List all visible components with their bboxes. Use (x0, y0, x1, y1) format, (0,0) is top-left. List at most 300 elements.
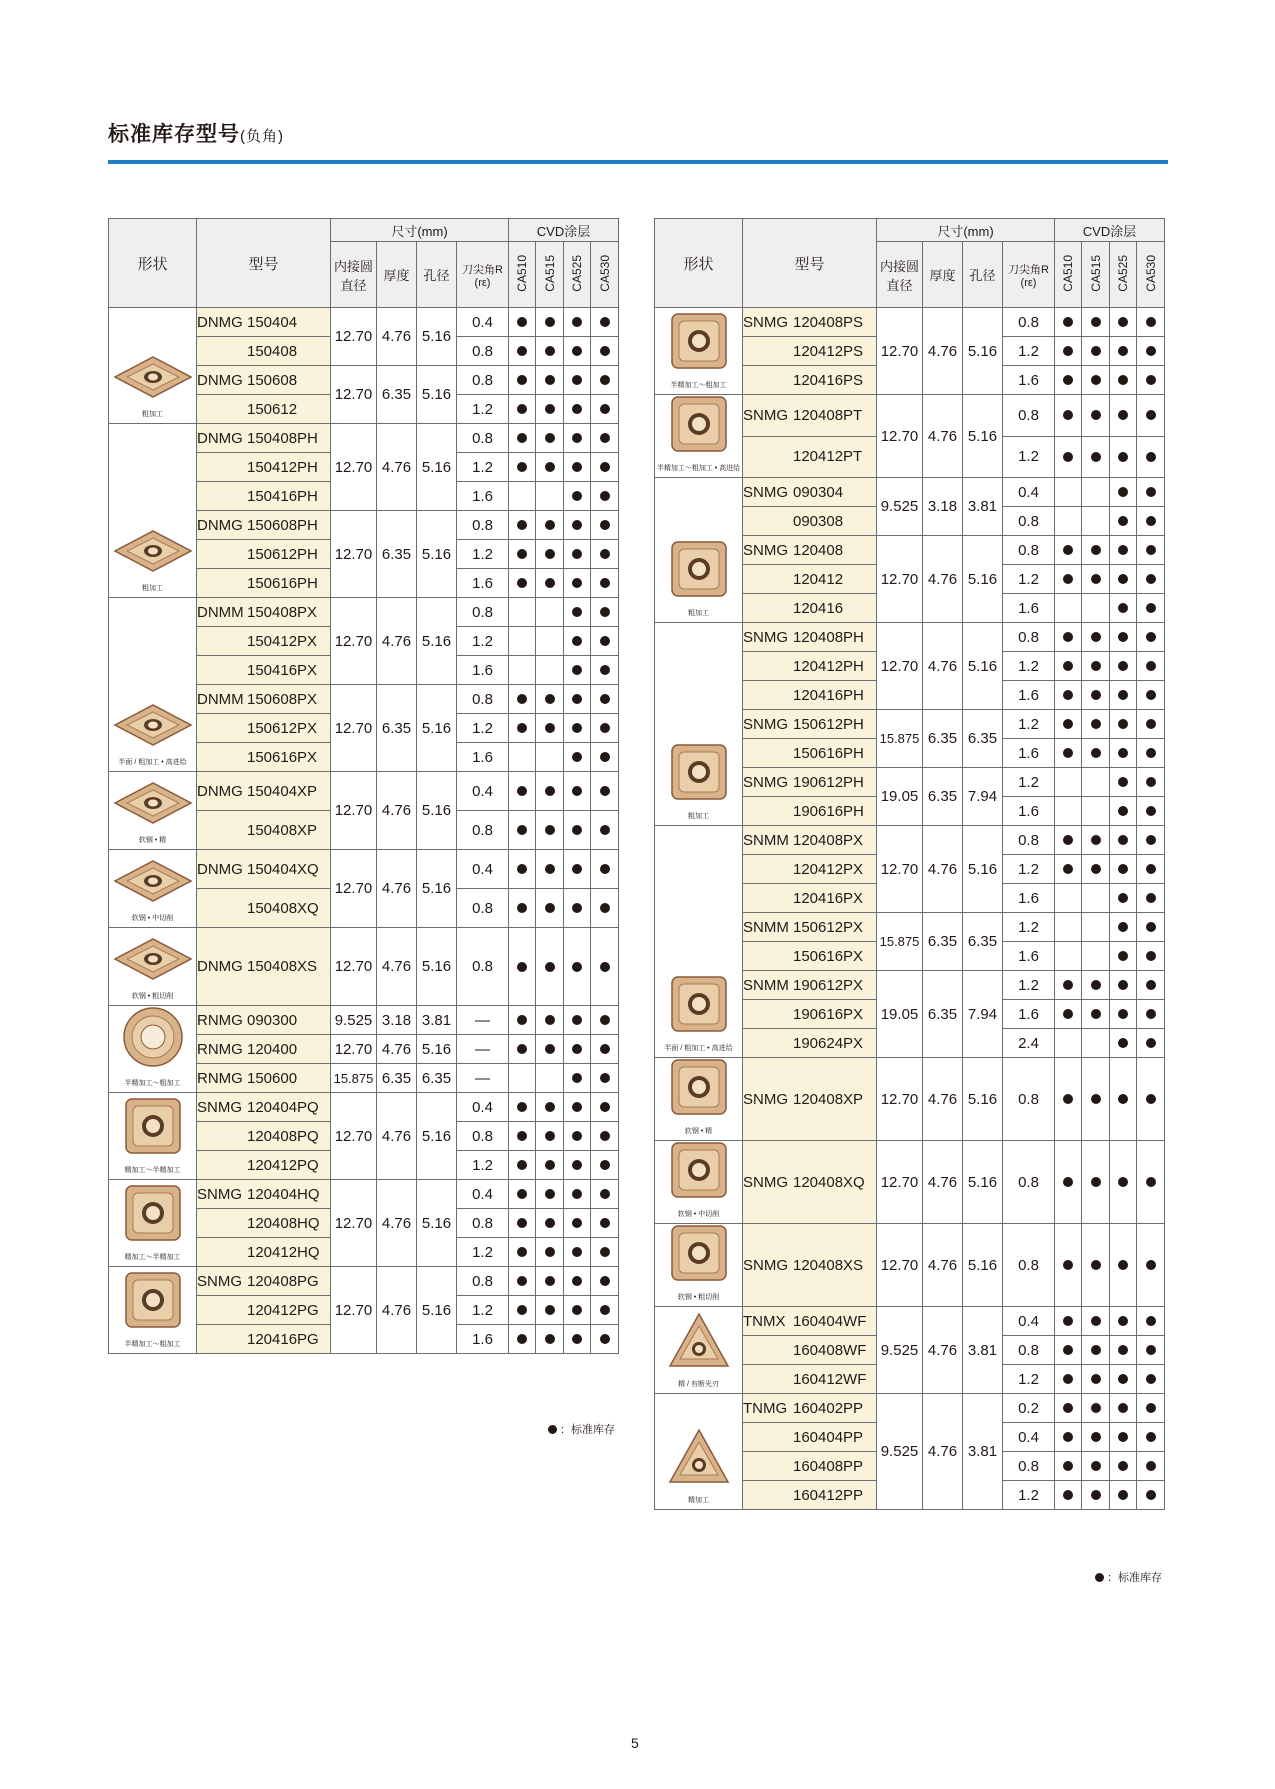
stock-dot-icon (1063, 1490, 1073, 1500)
grade-availability-ca515 (1082, 1336, 1110, 1365)
grade-availability-ca510 (1055, 1029, 1082, 1058)
grade-availability-ca525 (1110, 797, 1137, 826)
stock-dot-icon (1118, 1260, 1128, 1270)
corner-radius-value: 0.8 (1003, 826, 1055, 855)
grade-availability-ca515 (536, 1296, 564, 1325)
grade-availability-ca525 (564, 811, 591, 850)
grade-availability-ca515 (536, 1209, 564, 1238)
grade-availability-ca515 (1082, 565, 1110, 594)
stock-dot-icon (1146, 806, 1156, 816)
header-grade-ca525: CA525 (1110, 242, 1137, 308)
stock-dot-icon (1063, 317, 1073, 327)
stock-dot-icon (517, 1102, 527, 1112)
grade-availability-ca530 (1137, 855, 1165, 884)
diamond-icon (109, 355, 196, 399)
corner-radius-value: 1.6 (1003, 739, 1055, 768)
grade-availability-ca510 (509, 598, 536, 627)
stock-table-right (654, 218, 1165, 1510)
stock-dot-icon (1063, 1461, 1073, 1471)
grade-availability-ca510 (1055, 652, 1082, 681)
thickness-value: 4.76 (377, 424, 417, 511)
stock-dot-icon (1091, 1094, 1101, 1104)
stock-dot-icon (1146, 1316, 1156, 1326)
grade-availability-ca525 (564, 1122, 591, 1151)
stock-dot-icon (517, 578, 527, 588)
stock-dot-icon (545, 433, 555, 443)
grade-availability-ca515 (1082, 681, 1110, 710)
title-rule (108, 160, 1168, 164)
stock-dot-icon (1063, 1403, 1073, 1413)
grade-availability-ca525 (1110, 536, 1137, 565)
grade-availability-ca530 (1137, 1481, 1165, 1510)
model-code: 150404XQ (247, 860, 319, 878)
grade-availability-ca510 (1055, 855, 1082, 884)
grade-availability-ca525 (1110, 1029, 1137, 1058)
stock-dot-icon (600, 491, 610, 501)
corner-radius-value: 0.8 (457, 811, 509, 850)
grade-availability-ca530 (591, 308, 619, 337)
stock-dot-icon (572, 636, 582, 646)
table-row (109, 308, 619, 337)
model-code: 150612PX (793, 918, 864, 936)
stock-dot-icon (1091, 1432, 1101, 1442)
stock-dot-icon (1146, 632, 1156, 642)
corner-radius-value: 1.2 (1003, 913, 1055, 942)
grade-availability-ca530 (591, 1064, 619, 1093)
grade-availability-ca530 (1137, 623, 1165, 652)
model-prefix: SNMG (743, 483, 788, 501)
thickness-value: 4.76 (923, 536, 963, 623)
insert-shape-cell (109, 928, 197, 1006)
header-hole: 孔径 (963, 242, 1003, 308)
table-row (655, 395, 1165, 437)
stock-dot-icon (1091, 1461, 1101, 1471)
grade-availability-ca530 (591, 1325, 619, 1354)
stock-dot-icon (1118, 1038, 1128, 1048)
corner-radius-value: 0.4 (1003, 1307, 1055, 1336)
grade-availability-ca510 (1055, 623, 1082, 652)
stock-dot-icon (572, 665, 582, 675)
corner-radius-value: 0.4 (457, 1093, 509, 1122)
application-caption: 半精加工〜粗加工 • 高进给 (656, 465, 741, 472)
model-cell (197, 850, 331, 889)
grade-availability-ca530 (591, 889, 619, 928)
stock-dot-icon (572, 1131, 582, 1141)
grade-availability-ca515 (1082, 536, 1110, 565)
grade-availability-ca515 (1082, 1058, 1110, 1141)
model-code: 150616PH (793, 744, 864, 762)
corner-radius-value: 0.8 (1003, 623, 1055, 652)
grade-availability-ca510 (509, 395, 536, 424)
stock-dot-icon (1118, 922, 1128, 932)
model-prefix: SNMG (743, 715, 788, 733)
grade-availability-ca525 (564, 889, 591, 928)
grade-availability-ca525 (564, 366, 591, 395)
corner-radius-value: 0.8 (457, 1122, 509, 1151)
inscribed-circle-value: 9.525 (877, 1394, 923, 1510)
grade-availability-ca525 (1110, 681, 1137, 710)
stock-dot-icon (545, 1160, 555, 1170)
grade-availability-ca510 (509, 308, 536, 337)
model-prefix: SNMG (743, 541, 788, 559)
stock-dot-icon (1091, 864, 1101, 874)
stock-dot-icon (1063, 1374, 1073, 1384)
hole-value: 6.35 (417, 1064, 457, 1093)
grade-availability-ca530 (1137, 1307, 1165, 1336)
hole-value: 5.16 (417, 772, 457, 850)
grade-availability-ca530 (1137, 884, 1165, 913)
model-code: 120412PG (247, 1301, 319, 1319)
grade-availability-ca530 (1137, 942, 1165, 971)
stock-dot-icon (572, 1015, 582, 1025)
inscribed-circle-value: 12.70 (331, 598, 377, 685)
grade-availability-ca510 (1055, 395, 1082, 437)
model-cell (743, 565, 877, 594)
model-code: 120408XP (793, 1090, 864, 1108)
grade-availability-ca515 (1082, 1365, 1110, 1394)
grade-availability-ca525 (564, 337, 591, 366)
grade-availability-ca530 (1137, 337, 1165, 366)
grade-availability-ca525 (1110, 1481, 1137, 1510)
grade-availability-ca525 (1110, 308, 1137, 337)
thickness-value: 4.76 (377, 850, 417, 928)
stock-dot-icon (600, 549, 610, 559)
diamond-icon (109, 703, 196, 747)
stock-dot-icon (1063, 1260, 1073, 1270)
corner-radius-value: 0.8 (1003, 308, 1055, 337)
grade-availability-ca510 (1055, 1058, 1082, 1141)
grade-availability-ca525 (1110, 478, 1137, 507)
inscribed-circle-value: 12.70 (877, 536, 923, 623)
grade-availability-ca515 (1082, 308, 1110, 337)
stock-dot-icon (1118, 1009, 1128, 1019)
stock-dot-icon (1118, 806, 1128, 816)
thickness-value: 4.76 (377, 1267, 417, 1354)
stock-dot-icon (600, 1189, 610, 1199)
model-code: 150608PH (247, 516, 318, 534)
application-caption: 粗加工 (142, 585, 163, 592)
stock-dot-icon (600, 462, 610, 472)
model-prefix (197, 1244, 247, 1261)
grade-availability-ca510 (1055, 971, 1082, 1000)
model-cell (743, 436, 877, 478)
table-row (655, 1307, 1165, 1336)
grade-availability-ca515 (536, 1122, 564, 1151)
corner-radius-value: 0.8 (457, 598, 509, 627)
stock-dot-icon (600, 825, 610, 835)
table-row (109, 928, 619, 1006)
model-prefix (197, 749, 247, 766)
round-icon (109, 1006, 196, 1068)
corner-radius-value: 1.6 (1003, 1000, 1055, 1029)
inscribed-circle-value: 9.525 (331, 1006, 377, 1035)
model-code: 120408PG (247, 1272, 319, 1290)
corner-radius-value: 0.4 (457, 850, 509, 889)
grade-availability-ca525 (1110, 884, 1137, 913)
stock-dot-icon (600, 1131, 610, 1141)
stock-dot-icon (1091, 545, 1101, 555)
model-prefix (743, 1006, 793, 1023)
corner-radius-value: 1.6 (1003, 884, 1055, 913)
grade-availability-ca530 (1137, 1029, 1165, 1058)
stock-dot-icon (1118, 317, 1128, 327)
corner-radius-value: 1.2 (457, 1151, 509, 1180)
model-code: 120400 (247, 1040, 298, 1058)
grade-availability-ca530 (591, 1093, 619, 1122)
stock-dot-icon (1146, 574, 1156, 584)
grade-availability-ca530 (591, 511, 619, 540)
stock-dot-icon (517, 549, 527, 559)
corner-radius-value: 1.2 (1003, 565, 1055, 594)
grade-availability-ca530 (1137, 507, 1165, 536)
stock-dot-icon (545, 520, 555, 530)
thickness-value: 4.76 (377, 1035, 417, 1064)
corner-radius-value: 1.2 (457, 453, 509, 482)
table-row (655, 1394, 1165, 1423)
stock-dot-icon (1146, 835, 1156, 845)
header-coating-group: CVD涂层 (1055, 219, 1165, 242)
model-cell (197, 1122, 331, 1151)
grade-availability-ca530 (591, 743, 619, 772)
grade-availability-ca510 (509, 1151, 536, 1180)
stock-dot-icon (1118, 893, 1128, 903)
grade-availability-ca510 (1055, 884, 1082, 913)
model-prefix: DNMG (197, 516, 243, 534)
model-prefix (197, 1128, 247, 1145)
corner-radius-value: 1.2 (1003, 337, 1055, 366)
model-cell (197, 1035, 331, 1064)
grade-availability-ca515 (1082, 739, 1110, 768)
model-cell (197, 772, 331, 811)
stock-dot-icon (1146, 1345, 1156, 1355)
stock-dot-icon (1091, 375, 1101, 385)
grade-availability-ca525 (564, 656, 591, 685)
stock-dot-icon (572, 694, 582, 704)
stock-dot-icon (1118, 375, 1128, 385)
model-code: 120412PS (793, 342, 864, 360)
grade-availability-ca510 (509, 1296, 536, 1325)
grade-availability-ca510 (1055, 942, 1082, 971)
model-prefix: SNMG (743, 1090, 788, 1108)
hole-value: 5.16 (417, 308, 457, 366)
grade-availability-ca515 (536, 482, 564, 511)
grade-availability-ca515 (1082, 436, 1110, 478)
model-cell (743, 1029, 877, 1058)
grade-availability-ca510 (509, 743, 536, 772)
model-code: 090304 (793, 483, 844, 501)
stock-dot-icon (1118, 1316, 1128, 1326)
stock-dot-icon (572, 1218, 582, 1228)
grade-availability-ca515 (1082, 826, 1110, 855)
stock-dot-icon (600, 636, 610, 646)
model-prefix (197, 401, 247, 418)
hole-value: 5.16 (963, 1058, 1003, 1141)
grade-availability-ca510 (1055, 1336, 1082, 1365)
table-row (655, 826, 1165, 855)
stock-dot-icon (1063, 835, 1073, 845)
stock-dot-icon (1118, 603, 1128, 613)
thickness-value: 4.76 (377, 1093, 417, 1180)
grade-availability-ca530 (1137, 797, 1165, 826)
stock-dot-icon (1063, 748, 1073, 758)
thickness-value: 4.76 (377, 308, 417, 366)
grade-availability-ca530 (591, 424, 619, 453)
stock-dot-icon (1091, 748, 1101, 758)
stock-dot-icon (517, 1334, 527, 1344)
model-cell (197, 337, 331, 366)
insert-shape-cell (655, 395, 743, 478)
diamond-icon (109, 781, 196, 825)
model-prefix (743, 658, 793, 675)
model-code: 150608 (247, 371, 298, 389)
stock-dot-icon (517, 864, 527, 874)
stock-dot-icon (1118, 1094, 1128, 1104)
thickness-value: 4.76 (923, 1141, 963, 1224)
header-grade-ca515: CA515 (536, 242, 564, 308)
stock-dot-icon (545, 1015, 555, 1025)
stock-dot-icon (1146, 661, 1156, 671)
stock-dot-icon (572, 1044, 582, 1054)
grade-availability-ca515 (1082, 1029, 1110, 1058)
grade-availability-ca525 (1110, 768, 1137, 797)
thickness-value: 6.35 (923, 913, 963, 971)
grade-availability-ca530 (1137, 536, 1165, 565)
application-caption: 粗加工 (142, 411, 163, 418)
corner-radius-value: 0.8 (1003, 536, 1055, 565)
diamond-icon (109, 859, 196, 903)
triangle-icon (655, 1427, 742, 1485)
model-code: 120408XS (793, 1256, 864, 1274)
grade-availability-ca530 (591, 453, 619, 482)
model-code: 120408 (793, 541, 844, 559)
stock-dot-icon (1146, 410, 1156, 420)
grade-availability-ca530 (1137, 565, 1165, 594)
model-code: 120412PX (793, 860, 864, 878)
corner-radius-value: 0.8 (457, 889, 509, 928)
model-prefix (197, 546, 247, 563)
grade-availability-ca530 (591, 1180, 619, 1209)
grade-availability-ca515 (536, 1151, 564, 1180)
grade-availability-ca525 (1110, 366, 1137, 395)
model-prefix: DNMG (197, 371, 243, 389)
thickness-value: 6.35 (923, 768, 963, 826)
corner-radius-value: 0.8 (457, 1209, 509, 1238)
insert-shape-cell (655, 1224, 743, 1307)
model-code: 150404 (247, 313, 298, 331)
stock-dot-icon (545, 462, 555, 472)
stock-dot-icon (1063, 410, 1073, 420)
model-cell (743, 395, 877, 437)
grade-availability-ca510 (509, 1267, 536, 1296)
corner-radius-value: 1.2 (457, 1238, 509, 1267)
inscribed-circle-value: 15.875 (331, 1064, 377, 1093)
grade-availability-ca530 (591, 627, 619, 656)
stock-dot-icon (545, 694, 555, 704)
grade-availability-ca515 (536, 627, 564, 656)
model-prefix (743, 890, 793, 907)
model-code: 120408PS (793, 313, 864, 331)
model-cell (197, 1180, 331, 1209)
stock-dot-icon (545, 1189, 555, 1199)
corner-radius-value: 0.8 (457, 511, 509, 540)
insert-shape-cell (109, 308, 197, 424)
grade-availability-ca530 (591, 1238, 619, 1267)
grade-availability-ca530 (1137, 681, 1165, 710)
application-caption: 软钢 • 粗切削 (677, 1294, 720, 1301)
stock-dot-icon (517, 404, 527, 414)
grade-availability-ca510 (1055, 436, 1082, 478)
grade-availability-ca530 (1137, 1336, 1165, 1365)
model-code: 190624PX (793, 1034, 864, 1052)
stock-dot-icon (1118, 1403, 1128, 1413)
stock-dot-icon (572, 462, 582, 472)
grade-availability-ca510 (1055, 1481, 1082, 1510)
stock-dot-icon (545, 1131, 555, 1141)
thickness-value: 4.76 (377, 772, 417, 850)
stock-dot-icon (1063, 1316, 1073, 1326)
stock-dot-icon (1146, 1260, 1156, 1270)
grade-availability-ca530 (591, 928, 619, 1006)
stock-dot-icon (600, 404, 610, 414)
stock-dot-icon (517, 1189, 527, 1199)
corner-radius-value: 0.8 (457, 1267, 509, 1296)
legend-right: ：标准库存 (1095, 1569, 1162, 1585)
header-thickness: 厚度 (377, 242, 417, 308)
corner-radius-value: 1.2 (1003, 1481, 1055, 1510)
grade-availability-ca525 (1110, 1224, 1137, 1307)
thickness-value: 4.76 (923, 1394, 963, 1510)
grade-availability-ca525 (1110, 1394, 1137, 1423)
model-code: 090300 (247, 1011, 298, 1029)
grade-availability-ca530 (591, 540, 619, 569)
model-prefix (197, 720, 247, 737)
model-code: 150408 (247, 342, 298, 360)
model-cell (197, 511, 331, 540)
square-icon (655, 312, 742, 370)
stock-dot-icon (600, 723, 610, 733)
grade-availability-ca525 (1110, 507, 1137, 536)
model-code: 120416PH (793, 686, 864, 704)
application-caption: 精加工 (688, 1497, 709, 1504)
grade-availability-ca515 (536, 1238, 564, 1267)
model-cell (743, 507, 877, 536)
grade-availability-ca510 (509, 850, 536, 889)
grade-availability-ca525 (564, 772, 591, 811)
hole-value: 7.94 (963, 971, 1003, 1058)
grade-availability-ca510 (509, 685, 536, 714)
model-prefix (197, 1331, 247, 1348)
grade-availability-ca515 (536, 772, 564, 811)
inscribed-circle-value: 12.70 (877, 623, 923, 710)
stock-dot-icon (572, 752, 582, 762)
hole-value: 5.16 (963, 1224, 1003, 1307)
model-prefix (197, 459, 247, 476)
stock-dot-icon (1146, 864, 1156, 874)
grade-availability-ca525 (1110, 1000, 1137, 1029)
corner-radius-value: 0.8 (1003, 1224, 1055, 1307)
grade-availability-ca510 (1055, 1423, 1082, 1452)
stock-dot-icon (600, 520, 610, 530)
grade-availability-ca510 (509, 569, 536, 598)
stock-dot-icon (517, 962, 527, 972)
grade-availability-ca525 (564, 1093, 591, 1122)
stock-dot-icon (572, 1276, 582, 1286)
stock-dot-icon (1146, 1009, 1156, 1019)
header-hole: 孔径 (417, 242, 457, 308)
grade-availability-ca530 (591, 395, 619, 424)
model-prefix (743, 1342, 793, 1359)
model-code: 150404XP (247, 782, 318, 800)
